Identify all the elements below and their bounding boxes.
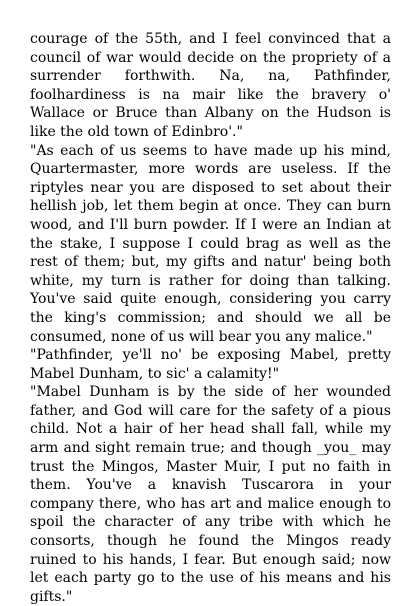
document-page [30, 30, 391, 606]
paragraph: "As each of us seems to have made up his mind, Quartermaster, more words are useless. If the riptyles near you are disposed to set about their hellish job, let them begin at once. They can burn wood, and I'll burn powder. If I were an Indian at the stake, I suppose I could brag as well as the rest of them; but, my gifts and natur' being both white, my turn is rather for doing than talking. You've said quite enough, considering you carry the king's commission; and should we all be consumed, none of us will bear you any malice." [30, 142, 391, 345]
paragraph: "Pathfinder, ye'll no' be exposing Mabel, pretty Mabel Dunham, to sic' a calamity!" [30, 347, 391, 382]
paragraph: courage of the 55th, and I feel convinced that a council of war would decide on the propriety of a surrender forthwith. Na, na, Pathfinder, foolhardiness is na mair like the bravery o' Wallace or Bruce than Albany on the Hudson is like the old town of Edinbro'." [30, 31, 391, 140]
paragraph: "Mabel Dunham is by the side of her wounded father, and God will care for the safety of a pious child. Not a hair of her head shall fall, while my arm and sight remain true; and though _you_ may trust the Mingos, Master Muir, I put no faith in them. You've a knavish Tuscarora in your company there, who has art and malice enough to spoil the character of any tribe with which he consorts, though he found the Mingos ready ruined to his hands, I fear. But enough said; now let each party go to the use of his means and his gifts." [30, 384, 391, 605]
